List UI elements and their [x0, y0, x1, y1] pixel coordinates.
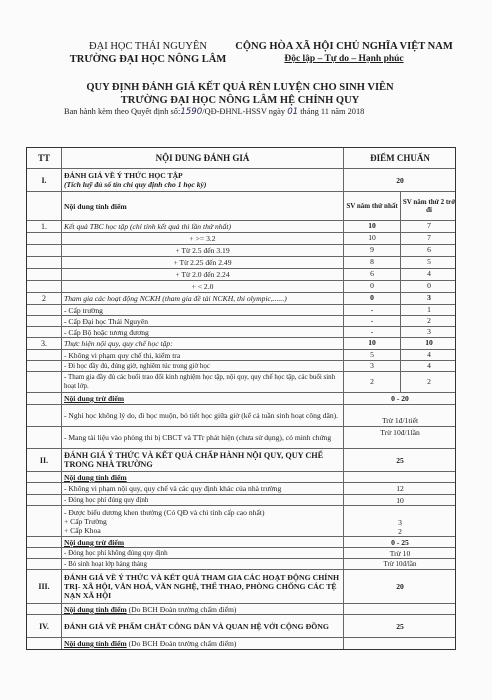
- row-content: - Không vi phạm nội quy, quy chế và các quy định khác của nhà trường: [62, 483, 344, 494]
- row-content: + Từ 2.5 đến 3.19: [62, 245, 344, 256]
- table-row: [27, 427, 455, 449]
- table-row: [27, 169, 455, 192]
- score-second-year: 7: [427, 221, 431, 231]
- row-number: II.: [27, 449, 62, 471]
- score-second-year: 6: [427, 245, 431, 255]
- row-content: [62, 638, 344, 649]
- score-first-year: 5: [344, 350, 401, 360]
- table-row: [27, 350, 455, 361]
- row-points: [344, 604, 456, 614]
- row-points: Trừ 10đ/lần: [383, 559, 417, 568]
- row-content: - Tham gia đầy đủ các buổi trao đổi kinh nghiệm học tập, nội quy, quy chế học tập, các buổi sinh hoạt lớp.: [62, 372, 344, 392]
- score-second-year: 1: [427, 304, 431, 314]
- row-number: [27, 316, 62, 326]
- row-points: 0 - 25: [391, 537, 409, 547]
- section-title: [62, 169, 344, 191]
- university-name: ĐẠI HỌC THÁI NGUYÊN: [89, 41, 207, 52]
- issued-suffix: tháng 11 năm 2018: [300, 107, 365, 116]
- table-row: [27, 372, 455, 393]
- row-content: - Không vi phạm quy chế thi, kiểm tra: [62, 350, 344, 360]
- row-number: [27, 495, 62, 505]
- row-points: Trừ 10đ/1lần: [380, 428, 420, 437]
- section-points: 25: [396, 455, 404, 465]
- row-number: [27, 537, 62, 547]
- score-first-year: -: [344, 316, 401, 326]
- row-content: - Cấp trường: [62, 305, 344, 315]
- row-number: [27, 269, 62, 280]
- row-number: [27, 604, 62, 614]
- score-first-year: 0: [344, 281, 401, 292]
- row-content: - Cấp Bộ hoặc tương đương: [62, 327, 344, 337]
- score-second-year: 3: [427, 326, 431, 336]
- row-content: Nội dung trừ điểm: [62, 537, 344, 547]
- table-row: [27, 449, 455, 472]
- score-second-year: 4: [427, 269, 431, 279]
- score-second-year: 7: [427, 233, 431, 243]
- table-row: [27, 316, 455, 327]
- section-points: 20: [396, 175, 404, 185]
- row-content: Kết quả TBC học tập (chỉ tính kết quả thi lần thứ nhất): [62, 221, 344, 232]
- award-text: - Được biểu dương khen thưởng (Có QĐ và chi tính cấp cao nhất): [64, 507, 265, 517]
- score-second-year: 2: [427, 315, 431, 325]
- row-points: Trừ 10: [389, 548, 411, 558]
- row-number: [27, 483, 62, 494]
- row-number: [27, 405, 62, 426]
- score-first-year: 10: [344, 338, 401, 349]
- section-title-text: ĐÁNH GIÁ VỀ Ý THỨC HỌC TẬP: [64, 171, 183, 180]
- table-row: [27, 257, 455, 269]
- section-title: ĐÁNH GIÁ VỀ Ý THỨC VÀ KẾT QUẢ THAM GIA CÁC HOẠT ĐỘNG CHÍNH TRỊ- XÃ HỘI, VĂN HOÁ, VĂN NGHỆ, THỂ THAO, PHÒNG CHỐNG CÁC TỆ NẠN XÃ HỘI: [62, 570, 344, 603]
- score-first-year: 10: [344, 233, 401, 244]
- section-subtitle-text: (Tích luỹ đủ số tín chỉ quy định cho 1 học kỳ): [64, 180, 207, 189]
- score-second-year: 10: [425, 338, 433, 348]
- row-content: - Mang tài liệu vào phòng thi bị CBCT và TTr phát hiện (chưa sử dụng), có minh chứng: [62, 427, 344, 448]
- row-number: IV.: [27, 615, 62, 637]
- table-row: [27, 548, 455, 559]
- row-content: + >= 3.2: [62, 233, 344, 244]
- table-row: [27, 327, 455, 338]
- row-number: [27, 427, 62, 448]
- national-motto-block: [228, 40, 460, 66]
- row-points: 10: [396, 495, 404, 505]
- table-row: [27, 192, 455, 221]
- table-row: [27, 472, 455, 483]
- table-row: [27, 269, 455, 281]
- points-school: 3: [398, 518, 402, 527]
- table-row: [27, 638, 455, 649]
- table-row: [27, 305, 455, 316]
- table-row: [27, 393, 455, 405]
- table-row: [27, 483, 455, 495]
- row-note: (Do BCH Đoàn trường chấm điểm): [128, 604, 237, 614]
- row-content: - Cấp Đại học Thái Nguyên: [62, 316, 344, 326]
- evaluation-table: [26, 147, 456, 650]
- points-faculty: 2: [398, 527, 402, 536]
- table-row: [27, 405, 455, 427]
- title-line-2: TRƯỜNG ĐẠI HỌC NÔNG LÂM HỆ CHÍNH QUY: [120, 95, 360, 106]
- row-number: [27, 361, 62, 371]
- table-row: [27, 559, 455, 570]
- row-label: Nội dung tính điểm: [64, 639, 127, 648]
- school-name: TRƯỜNG ĐẠI HỌC NÔNG LÂM: [69, 54, 227, 65]
- row-number: [27, 350, 62, 360]
- row-content: Thực hiện nội quy, quy chế học tập:: [62, 338, 344, 349]
- row-content: + < 2.0: [62, 281, 344, 292]
- score-second-year: 4: [427, 360, 431, 370]
- issued-middle: /QĐ-ĐHNL-HSSV ngày: [202, 107, 286, 116]
- score-second-year: 5: [427, 257, 431, 267]
- row-number: [27, 192, 62, 220]
- table-row: [27, 537, 455, 548]
- score-first-year: 10: [344, 221, 401, 232]
- row-content: Nội dung tính điểm: [62, 472, 344, 482]
- country-name: CỘNG HÒA XÃ HỘI CHỦ NGHĨA VIỆT NAM: [235, 41, 453, 52]
- university-block: [58, 40, 238, 66]
- header-tt: TT: [27, 148, 62, 168]
- table-row: [27, 506, 455, 537]
- row-number: I.: [27, 169, 62, 191]
- document-title: [70, 81, 410, 107]
- score-first-year: 6: [344, 269, 401, 280]
- document-header: [0, 40, 492, 70]
- header-content: NỘI DUNG ĐÁNH GIÁ: [62, 148, 344, 168]
- section-points: 25: [396, 621, 404, 631]
- column-first-year: SV năm thứ nhất: [344, 192, 401, 220]
- row-number: [27, 257, 62, 268]
- row-content: Nội dung tính điểm: [62, 192, 344, 220]
- issuance-note: [64, 107, 444, 117]
- row-points: [344, 638, 456, 649]
- row-points: 12: [396, 484, 404, 493]
- row-number: [27, 372, 62, 392]
- row-points: [344, 506, 456, 536]
- header-points: ĐIỂM CHUẨN: [370, 152, 430, 163]
- row-number: [27, 548, 62, 558]
- table-row: [27, 361, 455, 372]
- row-content: - Đi học đầy đủ, đúng giờ, nghiêm túc trong giờ học: [62, 361, 344, 371]
- row-number: 1.: [27, 221, 62, 232]
- row-points: Trừ 1đ/1tiết: [381, 416, 419, 425]
- score-first-year: -: [344, 305, 401, 315]
- table-row: [27, 245, 455, 257]
- row-content: [62, 604, 344, 614]
- row-label: Nội dung tính điểm: [64, 604, 127, 614]
- row-number: [27, 305, 62, 315]
- score-second-year: 2: [427, 376, 431, 386]
- row-points: 0 - 20: [391, 394, 409, 403]
- row-content: Tham gia các hoạt động NCKH (tham gia đề tài NCKH, thi olympic,......): [62, 293, 344, 304]
- issued-prefix: Ban hành kèm theo Quyết định số:: [64, 107, 181, 116]
- score-first-year: 0: [344, 293, 401, 304]
- table-row: [27, 570, 455, 604]
- row-content: [62, 506, 344, 536]
- score-first-year: -: [344, 327, 401, 337]
- row-content: + Từ 2.0 đến 2.24: [62, 269, 344, 280]
- row-content: - Đóng học phí đúng quy định: [62, 495, 344, 505]
- score-second-year: 3: [427, 293, 431, 303]
- table-row: [27, 221, 455, 233]
- row-content: - Đóng học phí không đúng quy định: [62, 548, 344, 558]
- table-row: [27, 338, 455, 350]
- row-content: Nội dung trừ điểm: [62, 393, 344, 404]
- decision-number: 1590: [180, 107, 203, 117]
- row-number: [27, 472, 62, 482]
- score-first-year: 8: [344, 257, 401, 268]
- award-level-faculty: + Cấp Khoa: [64, 525, 101, 535]
- issued-day: 01: [287, 107, 299, 117]
- row-number: 3.: [27, 338, 62, 349]
- row-number: [27, 506, 62, 536]
- row-content: - Bỏ sinh hoạt lớp hàng tháng: [62, 559, 344, 569]
- title-line-1: QUY ĐỊNH ĐÁNH GIÁ KẾT QUẢ RÈN LUYỆN CHO SINH VIÊN: [86, 82, 394, 93]
- score-first-year: 3: [344, 361, 401, 371]
- row-content: + Từ 2.25 đến 2.49: [62, 257, 344, 268]
- table-header-row: [27, 148, 455, 169]
- column-second-year: SV năm thứ 2 trở đi: [402, 197, 456, 214]
- row-number: 2: [27, 293, 62, 304]
- score-second-year: 0: [427, 281, 431, 291]
- motto: Độc lập – Tự do – Hạnh phúc: [284, 54, 404, 64]
- score-first-year: 9: [344, 245, 401, 256]
- row-number: [27, 281, 62, 292]
- row-number: [27, 327, 62, 337]
- row-note: (Do BCH Đoàn trường chấm điểm): [128, 639, 237, 648]
- section-title: ĐÁNH GIÁ Ý THỨC VÀ KẾT QUẢ CHẤP HÀNH NỘI QUY, QUY CHẾ TRONG NHÀ TRƯỜNG: [62, 449, 344, 471]
- table-row: [27, 281, 455, 293]
- table-row: [27, 495, 455, 506]
- table-row: [27, 233, 455, 245]
- row-content: - Nghỉ học không lý do, đi học muộn, bỏ tiết học giữa giờ (kể cả tuần sinh hoạt công dân).: [62, 405, 344, 426]
- score-first-year: 2: [344, 372, 401, 392]
- row-number: [27, 233, 62, 244]
- row-number: [27, 638, 62, 649]
- row-number: III.: [27, 570, 62, 603]
- section-title: ĐÁNH GIÁ VỀ PHẨM CHẤT CÔNG DÂN VÀ QUAN HỆ VỚI CỘNG ĐỒNG: [62, 615, 344, 637]
- row-number: [27, 393, 62, 404]
- table-row: [27, 604, 455, 615]
- section-points: 20: [396, 582, 404, 591]
- award-level-school: + Cấp Trường: [64, 516, 107, 526]
- score-second-year: 4: [427, 349, 431, 359]
- row-points: [344, 472, 456, 482]
- table-row: [27, 293, 455, 305]
- row-number: [27, 245, 62, 256]
- row-number: [27, 559, 62, 569]
- table-row: [27, 615, 455, 638]
